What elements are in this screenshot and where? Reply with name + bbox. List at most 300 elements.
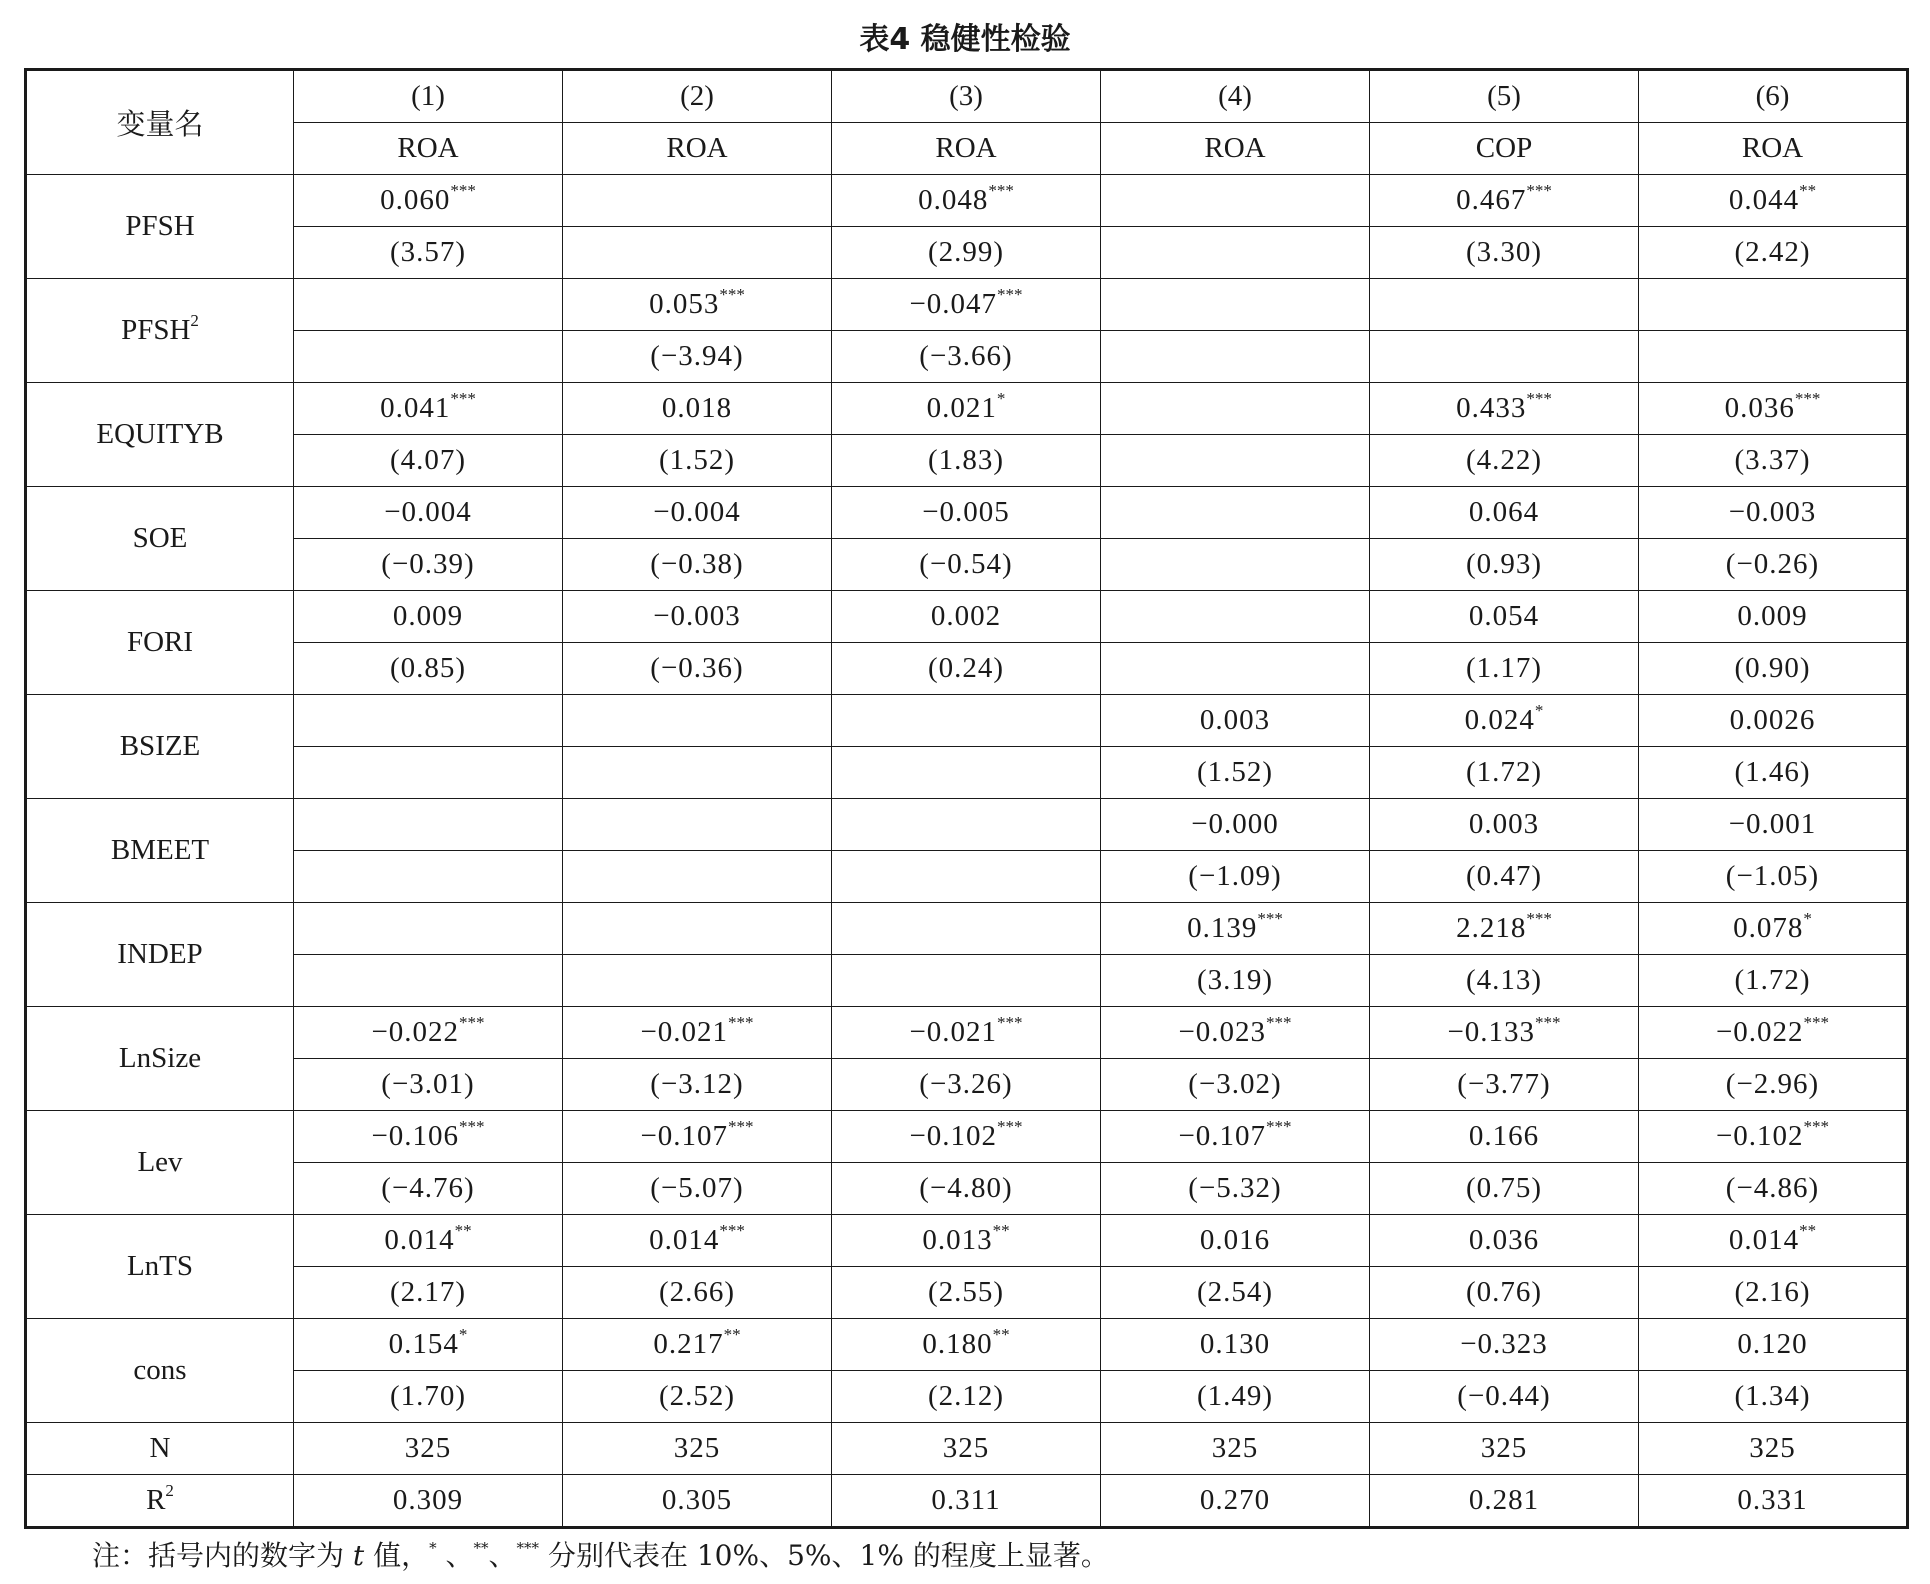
column-number: (2) [563, 70, 832, 123]
variable-name-header: 变量名 [26, 70, 294, 175]
note-prefix: 注：括号内的数字为 [92, 1539, 345, 1572]
coefficient-cell [1370, 591, 1639, 643]
statistic-value: 0.311 [931, 1484, 1001, 1516]
statistic-cell [294, 1475, 563, 1528]
t-value: (−3.01) [381, 1068, 475, 1100]
t-value-cell [1370, 1163, 1639, 1215]
coefficient-row [26, 1319, 1908, 1371]
t-value: (0.47) [1465, 860, 1543, 892]
t-value-row [26, 1059, 1908, 1111]
variable-label: PFSH [121, 314, 191, 346]
coefficient-cell [294, 1215, 563, 1267]
t-value: (−3.94) [650, 340, 744, 372]
coefficient-row [26, 1215, 1908, 1267]
coefficient-cell [832, 695, 1101, 747]
t-value-cell [1370, 1371, 1639, 1423]
t-value-row [26, 227, 1908, 279]
coefficient-value: 0.041 [380, 392, 451, 424]
t-value-cell [832, 747, 1101, 799]
t-value-row [26, 1371, 1908, 1423]
coefficient-value: −0.005 [922, 496, 1010, 528]
note-star-1: * [429, 1539, 437, 1557]
coefficient-value: 0.154 [388, 1328, 459, 1360]
statistic-value: 325 [942, 1432, 990, 1464]
significance-stars: ** [454, 1221, 472, 1240]
coefficient-value: 0.013 [922, 1224, 993, 1256]
coefficient-cell [832, 1319, 1101, 1371]
coefficient-cell [1370, 695, 1639, 747]
significance-stars: *** [1535, 1013, 1561, 1032]
coefficient-cell [1639, 903, 1908, 955]
t-value: (−3.77) [1457, 1068, 1551, 1100]
t-value-row [26, 747, 1908, 799]
significance-stars: *** [450, 181, 476, 200]
coefficient-value: 0.180 [922, 1328, 993, 1360]
statistic-value: 325 [673, 1432, 721, 1464]
t-value: (−1.05) [1725, 860, 1820, 892]
coefficient-value: −0.023 [1178, 1016, 1267, 1048]
t-value-cell [1370, 1059, 1639, 1111]
coefficient-cell [563, 1007, 832, 1059]
t-value-cell [1639, 435, 1908, 487]
coefficient-cell [294, 175, 563, 227]
t-value-cell [1370, 747, 1639, 799]
coefficient-value: 0.044 [1728, 184, 1800, 216]
coefficient-value: −0.003 [653, 600, 741, 632]
t-value-cell [1370, 227, 1639, 279]
coefficient-cell [1639, 175, 1908, 227]
variable-label: INDEP [117, 938, 203, 970]
coefficient-cell [1101, 175, 1370, 227]
dependent-variable: ROA [1639, 123, 1908, 175]
significance-stars: * [458, 1325, 468, 1344]
coefficient-cell [1370, 1215, 1639, 1267]
coefficient-value: 0.003 [1468, 808, 1540, 840]
coefficient-cell [832, 383, 1101, 435]
statistic-cell [563, 1475, 832, 1528]
t-value-cell [294, 1163, 563, 1215]
coefficient-cell [294, 1319, 563, 1371]
t-value-cell [832, 1267, 1101, 1319]
coefficient-cell [294, 487, 563, 539]
dependent-variable: ROA [294, 123, 563, 175]
coefficient-value: 0.433 [1456, 392, 1527, 424]
t-value-cell [1639, 1267, 1908, 1319]
t-value-cell [563, 747, 832, 799]
coefficient-cell [1101, 1007, 1370, 1059]
coefficient-cell [563, 279, 832, 331]
coefficient-cell [294, 1111, 563, 1163]
t-value-row [26, 331, 1908, 383]
coefficient-cell [832, 175, 1101, 227]
t-value: (−5.07) [650, 1172, 744, 1204]
t-value: (4.13) [1465, 964, 1543, 996]
statistic-cell [832, 1475, 1101, 1528]
variable-label: FORI [126, 626, 194, 658]
coefficient-value: 0.130 [1199, 1328, 1271, 1360]
statistic-cell [1639, 1475, 1908, 1528]
t-value-cell [294, 851, 563, 903]
coefficient-value: 0.053 [649, 288, 720, 320]
coefficient-value: 0.078 [1733, 912, 1804, 944]
note-star-3: *** [516, 1539, 540, 1557]
t-value-cell [832, 1163, 1101, 1215]
t-value-cell [563, 1059, 832, 1111]
t-value-cell [294, 955, 563, 1007]
coefficient-cell [563, 383, 832, 435]
t-value: (2.55) [927, 1276, 1005, 1308]
t-value-cell [832, 955, 1101, 1007]
significance-stars: ** [1799, 1221, 1817, 1240]
coefficient-value: 0.009 [1737, 600, 1808, 632]
coefficient-row [26, 1111, 1908, 1163]
t-value-cell [832, 851, 1101, 903]
coefficient-row [26, 903, 1908, 955]
variable-label: cons [133, 1354, 187, 1386]
significance-stars: ** [992, 1325, 1010, 1344]
note-separator: 、 [445, 1539, 474, 1572]
significance-stars: *** [997, 1117, 1023, 1136]
significance-stars: *** [1794, 389, 1821, 408]
coefficient-cell [563, 1319, 832, 1371]
t-value-cell [832, 435, 1101, 487]
t-value: (−3.66) [919, 340, 1013, 372]
statistic-cell [1370, 1475, 1639, 1528]
t-value: (0.75) [1465, 1172, 1543, 1204]
statistic-cell [563, 1423, 832, 1475]
coefficient-value: 0.467 [1456, 184, 1527, 216]
significance-stars: *** [459, 1013, 485, 1032]
coefficient-cell [1639, 383, 1908, 435]
statistic-value: 325 [1480, 1432, 1528, 1464]
table-title: 表4 稳健性检验 [859, 22, 1071, 57]
coefficient-value: 0.009 [392, 600, 464, 632]
statistic-cell [1101, 1423, 1370, 1475]
variable-label: SOE [132, 522, 188, 554]
significance-stars: *** [988, 181, 1014, 200]
statistic-cell [1370, 1423, 1639, 1475]
coefficient-value: 0.014 [1728, 1224, 1800, 1256]
coefficient-cell [294, 799, 563, 851]
variable-name [26, 1111, 294, 1215]
significance-stars: *** [997, 1013, 1023, 1032]
significance-stars: *** [1803, 1013, 1830, 1032]
t-value-cell [294, 1267, 563, 1319]
variable-name [26, 903, 294, 1007]
coefficient-value: 0.018 [661, 392, 733, 424]
significance-stars: *** [1257, 909, 1283, 928]
coefficient-cell [832, 279, 1101, 331]
variable-name [26, 383, 294, 487]
t-value-cell [1101, 435, 1370, 487]
header-row-numbers [26, 70, 1908, 123]
coefficient-cell [1370, 175, 1639, 227]
statistic-label: N [149, 1432, 171, 1464]
significance-stars: *** [1266, 1013, 1292, 1032]
significance-stars: *** [728, 1117, 754, 1136]
statistic-row [26, 1423, 1908, 1475]
t-value: (−0.54) [919, 548, 1013, 580]
t-value-cell [1639, 747, 1908, 799]
coefficient-value: −0.102 [1715, 1120, 1804, 1152]
t-value: (−0.38) [650, 548, 744, 580]
statistic-value: 0.305 [661, 1484, 733, 1516]
coefficient-cell [1101, 591, 1370, 643]
coefficient-cell [294, 1007, 563, 1059]
coefficient-cell [1370, 799, 1639, 851]
t-value: (0.90) [1734, 652, 1811, 684]
statistic-value: 0.309 [392, 1484, 464, 1516]
coefficient-value: −0.047 [909, 288, 998, 320]
statistic-value: 0.270 [1199, 1484, 1271, 1516]
t-value: (−3.12) [650, 1068, 744, 1100]
t-value-cell [294, 227, 563, 279]
t-value: (3.37) [1734, 444, 1811, 476]
statistic-name [26, 1423, 294, 1475]
variable-superscript: 2 [190, 311, 199, 330]
coefficient-row [26, 279, 1908, 331]
t-value-cell [1370, 539, 1639, 591]
coefficient-value: 0.048 [918, 184, 989, 216]
coefficient-cell [1639, 695, 1908, 747]
coefficient-cell [563, 1111, 832, 1163]
coefficient-value: 0.064 [1468, 496, 1540, 528]
note-star-2: ** [473, 1539, 489, 1557]
statistic-value: 325 [1211, 1432, 1259, 1464]
coefficient-row [26, 487, 1908, 539]
coefficient-cell [1639, 279, 1908, 331]
significance-stars: ** [723, 1325, 741, 1344]
column-number: (6) [1639, 70, 1908, 123]
coefficient-value: −0.004 [384, 496, 472, 528]
t-value: (−4.76) [381, 1172, 475, 1204]
significance-stars: *** [1803, 1117, 1830, 1136]
t-value-cell [832, 539, 1101, 591]
coefficient-value: 0.014 [384, 1224, 455, 1256]
t-value-cell [563, 1163, 832, 1215]
coefficient-row [26, 591, 1908, 643]
t-value: (−0.44) [1457, 1380, 1551, 1412]
variable-name [26, 487, 294, 591]
coefficient-value: 0.120 [1737, 1328, 1808, 1360]
coefficient-value: 0.060 [380, 184, 451, 216]
t-value-cell [1639, 227, 1908, 279]
t-value: (2.54) [1196, 1276, 1274, 1308]
significance-stars: * [1803, 909, 1812, 928]
t-value-cell [563, 539, 832, 591]
coefficient-cell [832, 1215, 1101, 1267]
t-value: (0.93) [1465, 548, 1543, 580]
significance-stars: *** [459, 1117, 485, 1136]
t-value: (2.17) [389, 1276, 467, 1308]
t-value-cell [1639, 1371, 1908, 1423]
coefficient-value: 0.217 [653, 1328, 724, 1360]
significance-stars: *** [1526, 389, 1552, 408]
coefficient-value: 0.054 [1468, 600, 1540, 632]
coefficient-cell [832, 487, 1101, 539]
coefficient-value: −0.102 [909, 1120, 998, 1152]
coefficient-cell [563, 175, 832, 227]
t-value: (0.85) [389, 652, 467, 684]
t-value: (1.70) [389, 1380, 467, 1412]
dependent-variable: COP [1370, 123, 1639, 175]
variable-name [26, 799, 294, 903]
coefficient-cell [563, 695, 832, 747]
t-value: (−5.32) [1188, 1172, 1282, 1204]
significance-stars: *** [728, 1013, 754, 1032]
coefficient-cell [1101, 279, 1370, 331]
statistic-cell [1101, 1475, 1370, 1528]
coefficient-cell [1639, 1215, 1908, 1267]
significance-stars: *** [997, 285, 1023, 304]
coefficient-row [26, 175, 1908, 227]
significance-stars: *** [1266, 1117, 1292, 1136]
t-value-cell [563, 1267, 832, 1319]
variable-label: PFSH [125, 210, 195, 242]
t-value: (2.16) [1734, 1276, 1811, 1308]
t-value: (0.24) [927, 652, 1005, 684]
t-value-row [26, 539, 1908, 591]
coefficient-cell [1370, 383, 1639, 435]
column-number: (4) [1101, 70, 1370, 123]
coefficient-cell [1101, 903, 1370, 955]
dependent-variable: ROA [563, 123, 832, 175]
t-value: (2.12) [927, 1380, 1005, 1412]
variable-name [26, 175, 294, 279]
significance-stars: *** [450, 389, 476, 408]
coefficient-cell [1370, 903, 1639, 955]
t-value: (−2.96) [1725, 1068, 1820, 1100]
t-value-cell [1101, 955, 1370, 1007]
t-value: (1.49) [1196, 1380, 1274, 1412]
coefficient-value: 0.021 [926, 392, 997, 424]
note-t-symbol: t [352, 1539, 365, 1572]
note-suffix: 分别代表在 10%、5%、1% 的程度上显著。 [539, 1539, 1109, 1572]
coefficient-value: 0.166 [1468, 1120, 1540, 1152]
t-value-cell [1370, 955, 1639, 1007]
t-value-cell [1101, 331, 1370, 383]
t-value-cell [1101, 643, 1370, 695]
coefficient-cell [294, 903, 563, 955]
t-value-row [26, 435, 1908, 487]
coefficient-value: −0.021 [640, 1016, 729, 1048]
coefficient-cell [1101, 383, 1370, 435]
t-value: (0.76) [1465, 1276, 1543, 1308]
coefficient-value: −0.001 [1728, 808, 1817, 840]
coefficient-cell [1370, 1319, 1639, 1371]
coefficient-cell [1639, 591, 1908, 643]
t-value: (2.66) [658, 1276, 736, 1308]
regression-table [24, 68, 1909, 1529]
t-value: (1.72) [1465, 756, 1543, 788]
table-body [26, 70, 1908, 1528]
coefficient-cell [294, 383, 563, 435]
variable-label: BMEET [110, 834, 210, 866]
t-value-cell [563, 435, 832, 487]
t-value-cell [1101, 747, 1370, 799]
coefficient-value: −0.004 [653, 496, 741, 528]
t-value-row [26, 643, 1908, 695]
coefficient-cell [1101, 1111, 1370, 1163]
coefficient-cell [1639, 487, 1908, 539]
statistic-cell [832, 1423, 1101, 1475]
header-row-dependent-vars [26, 123, 1908, 175]
coefficient-cell [294, 591, 563, 643]
coefficient-cell [1370, 1007, 1639, 1059]
t-value-cell [563, 955, 832, 1007]
statistic-name [26, 1475, 294, 1528]
coefficient-cell [563, 799, 832, 851]
coefficient-row [26, 383, 1908, 435]
table-note [92, 1534, 1109, 1574]
t-value: (4.22) [1465, 444, 1543, 476]
statistic-value: 0.331 [1737, 1484, 1808, 1516]
t-value-cell [563, 1371, 832, 1423]
column-number: (5) [1370, 70, 1639, 123]
t-value-cell [1370, 331, 1639, 383]
t-value-cell [563, 227, 832, 279]
coefficient-cell [1101, 1215, 1370, 1267]
t-value-cell [294, 643, 563, 695]
statistic-value: 325 [404, 1432, 452, 1464]
note-separator: 、 [488, 1539, 517, 1572]
coefficient-cell [1639, 799, 1908, 851]
significance-stars: *** [719, 285, 745, 304]
t-value: (−1.09) [1188, 860, 1282, 892]
note-middle: 值， [373, 1539, 430, 1572]
coefficient-value: 0.139 [1187, 912, 1258, 944]
coefficient-value: −0.022 [1715, 1016, 1804, 1048]
t-value-cell [832, 643, 1101, 695]
statistic-value: 0.281 [1468, 1484, 1540, 1516]
column-number: (3) [832, 70, 1101, 123]
coefficient-row [26, 1007, 1908, 1059]
coefficient-cell [294, 695, 563, 747]
coefficient-cell [563, 1215, 832, 1267]
t-value-cell [563, 643, 832, 695]
dependent-variable: ROA [1101, 123, 1370, 175]
variable-name [26, 279, 294, 383]
t-value-cell [1101, 1267, 1370, 1319]
coefficient-cell [1101, 487, 1370, 539]
coefficient-value: 0.024 [1464, 704, 1535, 736]
t-value-cell [1101, 851, 1370, 903]
coefficient-value: 0.003 [1199, 704, 1271, 736]
t-value: (2.52) [658, 1380, 736, 1412]
coefficient-value: −0.003 [1728, 496, 1817, 528]
coefficient-cell [1101, 799, 1370, 851]
t-value-cell [563, 851, 832, 903]
t-value-cell [1639, 331, 1908, 383]
coefficient-cell [1639, 1007, 1908, 1059]
t-value-row [26, 1163, 1908, 1215]
coefficient-cell [563, 487, 832, 539]
significance-stars: * [1534, 701, 1544, 720]
significance-stars: * [996, 389, 1006, 408]
statistic-cell [1639, 1423, 1908, 1475]
variable-name [26, 695, 294, 799]
coefficient-cell [832, 799, 1101, 851]
t-value: (4.07) [389, 444, 467, 476]
coefficient-row [26, 799, 1908, 851]
t-value: (1.72) [1734, 964, 1811, 996]
coefficient-value: −0.107 [1178, 1120, 1267, 1152]
t-value-cell [1370, 1267, 1639, 1319]
statistic-row [26, 1475, 1908, 1528]
coefficient-value: −0.022 [371, 1016, 460, 1048]
variable-name [26, 1007, 294, 1111]
coefficient-cell [1639, 1111, 1908, 1163]
